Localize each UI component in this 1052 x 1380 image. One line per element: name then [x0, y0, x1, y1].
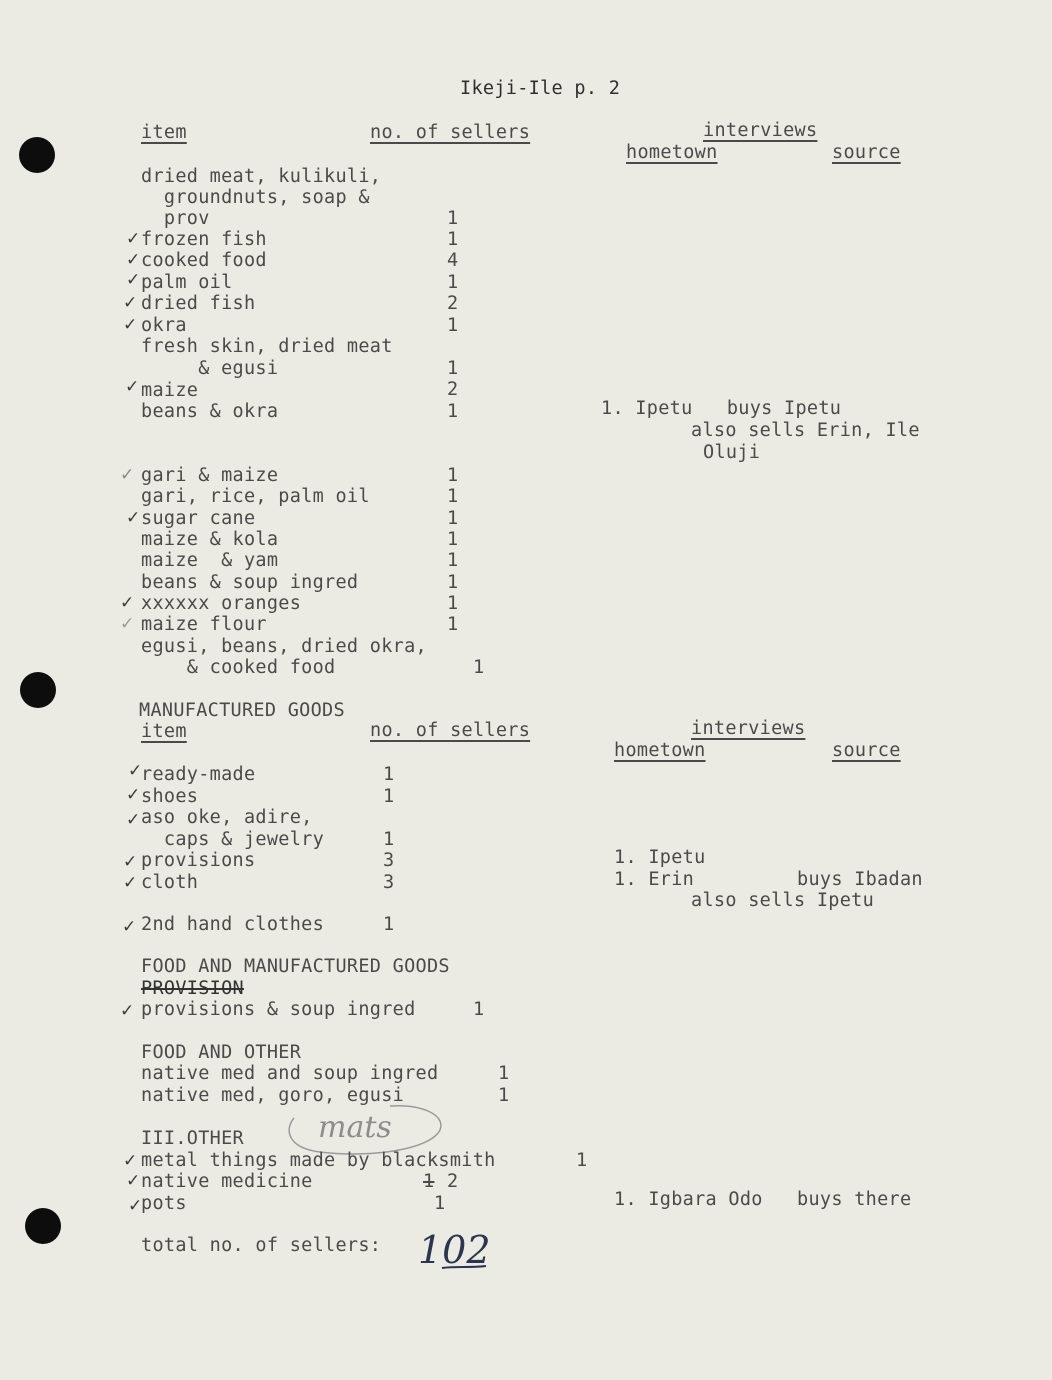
- food-interview-line: 1. Ipetu buys Ipetu: [601, 398, 842, 419]
- check-mark: ✓: [126, 810, 141, 830]
- food-manufactured-count: 1: [473, 999, 485, 1020]
- food-interview-line: Oluji: [703, 442, 761, 463]
- header-source: source: [832, 142, 901, 163]
- header-sellers: no. of sellers: [370, 720, 531, 741]
- food-item: gari, rice, palm oil: [141, 486, 370, 507]
- check-mark: ✓: [123, 293, 138, 313]
- manufactured-count: 3: [383, 850, 395, 871]
- food-item: gari & maize: [141, 465, 279, 486]
- food-count: 1: [447, 315, 459, 336]
- struck-count: 1: [423, 1171, 435, 1192]
- check-mark: ✓: [126, 250, 141, 270]
- food-count: 4: [447, 250, 459, 271]
- other-item: pots: [141, 1193, 187, 1214]
- food-count: 1: [447, 229, 459, 250]
- manufactured-item: cloth: [141, 872, 199, 893]
- food-count: 2: [447, 293, 459, 314]
- check-mark: ✓: [128, 761, 143, 781]
- check-mark: ✓: [125, 377, 140, 397]
- check-mark: ✓: [128, 1196, 143, 1216]
- check-mark: ✓: [123, 873, 138, 893]
- food-item: beans & okra: [141, 401, 279, 422]
- food-count: 2: [447, 379, 459, 400]
- check-mark: ✓: [123, 1151, 138, 1171]
- other-count: 2: [447, 1171, 459, 1192]
- check-mark: ✓: [126, 1171, 141, 1191]
- manufactured-item: 2nd hand clothes: [141, 914, 325, 935]
- check-mark: ✓: [123, 315, 138, 335]
- check-mark: ✓: [120, 593, 135, 613]
- other-interview-line: 1. Igbara Odo buys there: [614, 1189, 912, 1210]
- header-hometown: hometown: [626, 142, 718, 163]
- header-sellers: no. of sellers: [370, 122, 531, 143]
- header-hometown: hometown: [614, 740, 706, 761]
- food-item: sugar cane: [141, 508, 256, 529]
- total-underline: [440, 1262, 490, 1272]
- manufactured-heading: MANUFACTURED GOODS: [139, 700, 345, 721]
- food-item: maize & kola: [141, 529, 279, 550]
- food-item: frozen fish: [141, 229, 267, 250]
- manufactured-interview-line: 1. Ipetu: [614, 847, 706, 868]
- page-title: Ikeji-Ile p. 2: [460, 78, 621, 99]
- food-item: dried meat, kulikuli,: [141, 166, 382, 187]
- manufactured-item: provisions: [141, 850, 256, 871]
- food-count: 1: [447, 508, 459, 529]
- manufactured-item: caps & jewelry: [141, 829, 325, 850]
- food-other-item: native med and soup ingred: [141, 1063, 439, 1084]
- check-mark: ✓: [126, 229, 141, 249]
- header-source: source: [832, 740, 901, 761]
- total-label: total no. of sellers:: [141, 1235, 382, 1256]
- food-count: 1: [447, 358, 459, 379]
- food-count: 1: [447, 208, 459, 229]
- header-item: item: [141, 122, 187, 143]
- header-interviews: interviews: [703, 120, 818, 141]
- check-mark: ✓: [120, 1001, 135, 1021]
- food-item: cooked food: [141, 250, 267, 271]
- food-item: dried fish: [141, 293, 256, 314]
- food-item: prov: [141, 208, 210, 229]
- manufactured-count: 1: [383, 786, 395, 807]
- other-item: metal things made by blacksmith: [141, 1150, 496, 1171]
- manufactured-count: 1: [383, 914, 395, 935]
- check-mark: ✓: [126, 270, 141, 290]
- food-manufactured-item: provisions & soup ingred: [141, 999, 416, 1020]
- food-item: maize: [141, 380, 199, 401]
- manufactured-interview-line: also sells Ipetu: [691, 890, 875, 911]
- binder-hole-bottom: [25, 1208, 61, 1244]
- manufactured-item: ready-made: [141, 764, 256, 785]
- food-other-heading: FOOD AND OTHER: [141, 1042, 302, 1063]
- manufactured-item: shoes: [141, 786, 199, 807]
- food-item: beans & soup ingred: [141, 572, 359, 593]
- food-count: 1: [447, 401, 459, 422]
- food-count: 1: [473, 657, 485, 678]
- other-count: 1: [434, 1193, 446, 1214]
- food-count: 1: [447, 614, 459, 635]
- food-item: maize flour: [141, 614, 267, 635]
- food-other-count: 1: [498, 1063, 510, 1084]
- header-item: item: [141, 721, 187, 742]
- food-item: xxxxxx oranges: [141, 593, 302, 614]
- binder-hole-middle: [20, 672, 56, 708]
- food-count: 1: [447, 529, 459, 550]
- check-mark: ✓: [126, 785, 141, 805]
- food-item: okra: [141, 315, 187, 336]
- binder-hole-top: [19, 137, 55, 173]
- check-mark: ✓: [120, 465, 135, 485]
- food-count: 1: [447, 486, 459, 507]
- manufactured-count: 1: [383, 764, 395, 785]
- food-count: 1: [447, 272, 459, 293]
- food-item: egusi, beans, dried okra,: [141, 636, 427, 657]
- food-count: 1: [447, 572, 459, 593]
- food-count: 1: [447, 465, 459, 486]
- manufactured-count: 3: [383, 872, 395, 893]
- food-manufactured-heading: FOOD AND MANUFACTURED GOODS: [141, 956, 450, 977]
- food-interview-line: also sells Erin, Ile: [691, 420, 920, 441]
- food-count: 1: [447, 593, 459, 614]
- food-item: maize & yam: [141, 550, 279, 571]
- pencil-note: mats: [318, 1110, 392, 1145]
- food-item: & cooked food: [141, 657, 336, 678]
- food-other-count: 1: [498, 1085, 510, 1106]
- struck-heading: PROVISION: [141, 978, 244, 999]
- food-item: & egusi: [141, 358, 279, 379]
- check-mark: ✓: [123, 852, 138, 872]
- other-heading: III.OTHER: [141, 1128, 244, 1149]
- other-count: 1: [576, 1150, 588, 1171]
- food-other-item: native med, goro, egusi: [141, 1085, 405, 1106]
- manufactured-count: 1: [383, 829, 395, 850]
- header-interviews: interviews: [691, 718, 806, 739]
- manufactured-interview-line: 1. Erin buys Ibadan: [614, 869, 923, 890]
- manufactured-item: aso oke, adire,: [141, 807, 313, 828]
- food-count: 1: [447, 550, 459, 571]
- food-item: fresh skin, dried meat: [141, 336, 393, 357]
- total-value: 102: [418, 1228, 491, 1272]
- other-item: native medicine: [141, 1171, 313, 1192]
- food-item: groundnuts, soap &: [141, 187, 370, 208]
- check-mark: ✓: [122, 917, 137, 937]
- food-item: palm oil: [141, 272, 233, 293]
- check-mark: ✓: [126, 508, 141, 528]
- check-mark: ✓: [120, 614, 135, 634]
